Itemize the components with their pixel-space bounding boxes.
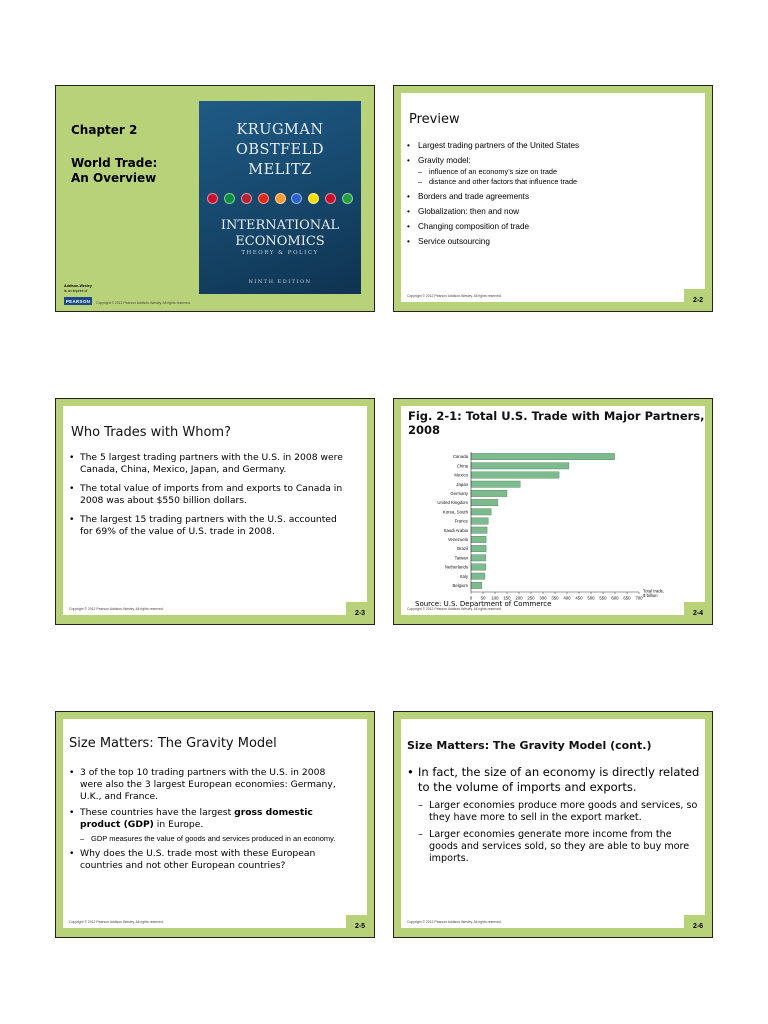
x-tick-label: 700 <box>635 595 643 601</box>
bold-term: gross domestic product (GDP) <box>80 807 313 830</box>
cover-subtitle: THEORY & POLICY <box>241 250 319 256</box>
flag-icon <box>224 193 235 204</box>
category-label: Mexico <box>454 472 468 478</box>
chapter-title: World Trade: An Overview <box>71 156 158 185</box>
category-label: France <box>454 518 468 524</box>
bar <box>471 481 520 487</box>
x-tick-label: 150 <box>503 595 511 601</box>
bullet-text: Service outsourcing <box>418 237 490 246</box>
category-label: Taiwan <box>454 555 468 561</box>
bar <box>471 582 482 588</box>
sub-bullet-list <box>80 834 337 844</box>
sub-bullet-item: – Larger economies generate more income from the goods and services sold, so they are able to buy more imports. <box>418 829 701 865</box>
slide-number: 2-5 <box>346 915 374 937</box>
x-tick-label: 50 <box>480 595 486 601</box>
slide-3 <box>55 398 375 625</box>
bullet-item <box>405 236 695 247</box>
bullet-item <box>405 155 695 187</box>
category-label: Netherlands <box>444 564 468 570</box>
flag-icon <box>342 193 353 204</box>
x-tick-label: 250 <box>527 595 535 601</box>
category-label: Japan <box>456 481 468 487</box>
bullet-item: • The largest 15 trading partners with the U.S. accounted for 69% of the value of U.S. trade in 2008. <box>67 514 345 538</box>
slide-6 <box>393 711 713 938</box>
flag-icon <box>291 193 302 204</box>
x-tick-label: 200 <box>515 595 523 601</box>
bullet-text: Changing composition of trade <box>418 222 530 231</box>
sub-bullet-list <box>418 167 695 187</box>
publisher-note: Addison-Wesley is an imprint of <box>64 284 92 293</box>
bullet-list <box>405 140 695 251</box>
bullet-item: • The total value of imports from and exports to Canada in 2008 was about $550 billion dollars. <box>67 483 345 507</box>
bar <box>471 555 486 561</box>
bullet-item <box>405 140 695 151</box>
category-label: China <box>456 463 468 469</box>
copyright: Copyright © 2012 Pearson Addison-Wesley. All rights reserved. <box>407 607 502 611</box>
x-tick-label: 650 <box>623 595 631 601</box>
slide-title: Size Matters: The Gravity Model <box>69 736 277 751</box>
sub-bullet-list <box>418 800 701 865</box>
pearson-logo: PEARSON <box>65 298 91 304</box>
bullet-text: in Europe. <box>153 819 204 830</box>
sub-bullet-item: – GDP measures the value of goods and services produced in an economy. <box>80 834 337 844</box>
bar <box>471 509 491 515</box>
slide-title: Size Matters: The Gravity Model (cont.) <box>407 739 652 752</box>
flag-icon <box>308 193 319 204</box>
bullet-list <box>67 452 345 545</box>
category-label: Germany <box>450 491 468 496</box>
copyright: Copyright © 2012 Pearson Addison-Wesley. All rights reserved. <box>407 294 502 298</box>
x-tick-label: 300 <box>539 595 547 601</box>
bar <box>471 453 615 459</box>
bullet-text: Globalization: then and now <box>418 207 520 216</box>
x-tick-label: 450 <box>575 595 583 601</box>
slide-1 <box>55 85 375 312</box>
sub-bullet-item: – distance and other factors that influence trade <box>418 177 695 187</box>
category-label: Italy <box>460 573 468 579</box>
cover-authors: KRUGMAN OBSTFELD MELITZ <box>235 122 325 178</box>
sub-bullet-item: – influence of an economy’s size on trade <box>418 167 695 177</box>
slide-5 <box>55 711 375 938</box>
bullet-text: Borders and trade agreements <box>418 192 530 201</box>
copyright: Copyright © 2012 Pearson Addison-Wesley. All rights reserved. <box>407 920 502 924</box>
slide-number: 2-3 <box>346 602 374 624</box>
x-tick-label: 100 <box>491 595 499 601</box>
bullet-item <box>405 206 695 217</box>
bullet-item: • The 5 largest trading partners with the U.S. in 2008 were Canada, China, Mexico, Japan, and Germany. <box>67 452 345 476</box>
bullet-text: Largest trading partners of the United States <box>418 141 580 150</box>
flag-icon <box>325 193 336 204</box>
bullet-item <box>67 807 337 844</box>
category-label: United Kingdom <box>437 500 468 506</box>
flag-icon <box>207 193 218 204</box>
bullet-list <box>67 767 337 876</box>
bar <box>471 527 487 533</box>
x-tick-label: 500 <box>587 595 595 601</box>
bar <box>471 536 486 542</box>
bullet-text: 3 of the top 10 trading partners with the U.S. in 2008 were also the 3 largest European economies: Germany, U.K., and France. <box>80 767 336 802</box>
figure-title: Fig. 2-1: Total U.S. Trade with Major Partners, 2008 <box>408 409 705 437</box>
bullet-item <box>405 191 695 202</box>
x-tick-label: 600 <box>611 595 619 601</box>
bar <box>471 573 485 579</box>
slide-2 <box>393 85 713 312</box>
slide-panel <box>63 719 367 928</box>
cover-edition: NINTH EDITION <box>248 279 312 285</box>
slide-4 <box>393 398 713 625</box>
trade-bar-chart <box>401 444 707 612</box>
bar <box>471 472 559 478</box>
x-tick-label: 550 <box>599 595 607 601</box>
category-label: Canada <box>452 454 468 460</box>
category-label: Venezuela <box>447 537 468 542</box>
bullet-item <box>67 848 337 872</box>
flag-icon <box>275 193 286 204</box>
bullet-list <box>405 765 701 870</box>
bar <box>471 499 498 505</box>
bar <box>471 490 507 496</box>
category-label: Belgium <box>452 583 468 588</box>
bullet-item <box>405 221 695 232</box>
book-cover <box>199 101 361 294</box>
bullet-item <box>67 767 337 803</box>
slide-panel <box>63 406 367 615</box>
copyright: Copyright © 2012 Pearson Addison-Wesley. All rights reserved. <box>69 920 164 924</box>
x-tick-label: 350 <box>551 595 559 601</box>
slide-panel <box>401 406 705 615</box>
sub-bullet-item: – Larger economies produce more goods and services, so they have more to sell in the export market. <box>418 800 701 824</box>
category-label: Saudi Arabia <box>443 527 468 533</box>
category-label: Korea, South <box>442 509 468 515</box>
slide-title: Preview <box>409 112 460 127</box>
bar <box>471 463 569 469</box>
slide-number: 2-4 <box>684 602 712 624</box>
copyright: Copyright © 2012 Pearson Addison-Wesley. All rights reserved. <box>69 607 164 611</box>
bullet-text: Gravity model: <box>418 156 471 165</box>
x-tick-label: 0 <box>469 595 473 601</box>
flag-icon <box>258 193 269 204</box>
bullet-item: • In fact, the size of an economy is directly related to the volume of imports and exports. – Larger economies produce more goods and services, so they have more to sell in the export market. – Larger economies generate more income from the goods and services sold, so they are able to buy more imports. <box>405 765 701 865</box>
slide-title: Who Trades with Whom? <box>71 425 231 440</box>
flag-icon <box>241 193 252 204</box>
slide-panel <box>401 93 705 302</box>
bar <box>471 545 486 551</box>
chapter-label: Chapter 2 <box>71 123 138 137</box>
x-axis-label: Total trade, $ billion <box>643 588 665 599</box>
x-tick-label: 400 <box>563 595 571 601</box>
cover-book-title: INTERNATIONAL ECONOMICS <box>220 218 340 249</box>
cover-flags <box>207 193 353 204</box>
slide-panel <box>401 719 705 928</box>
bar <box>471 564 486 570</box>
slide-number: 2-6 <box>684 915 712 937</box>
bullet-text: These countries have the largest <box>80 807 235 818</box>
bar <box>471 518 488 524</box>
slide-number: 2-2 <box>684 289 712 311</box>
bullet-text: Why does the U.S. trade most with these European countries and not other European countries? <box>80 848 316 871</box>
category-label: Brazil <box>457 546 468 552</box>
copyright: Copyright © 2012 Pearson Addison-Wesley. All rights reserved. <box>96 301 191 305</box>
chart-source: Source: U.S. Department of Commerce <box>415 600 552 608</box>
